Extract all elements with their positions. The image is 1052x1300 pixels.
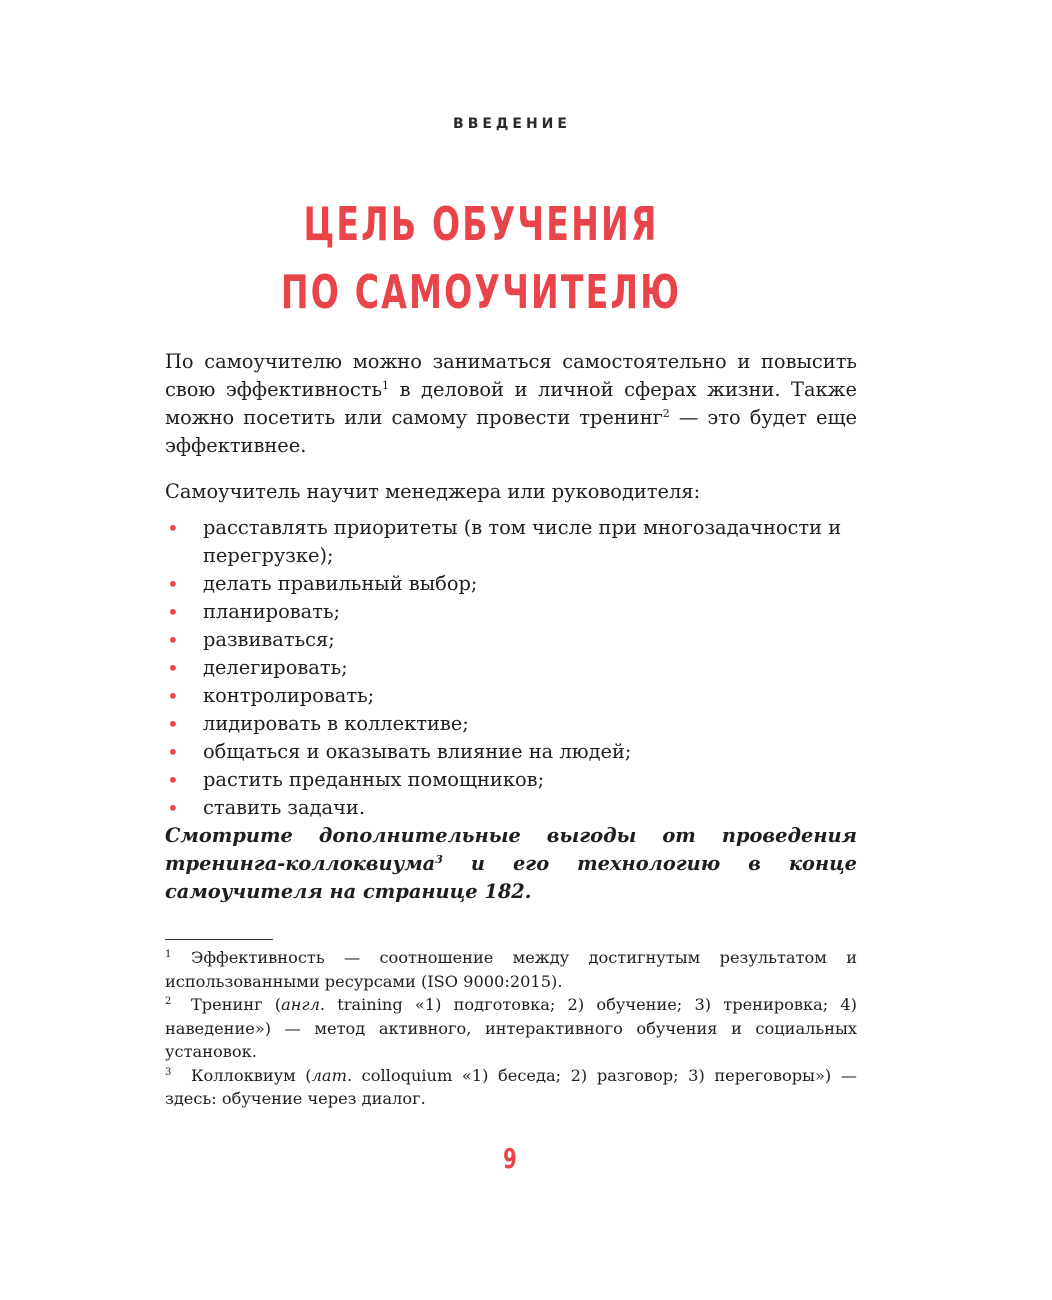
callout-text-a: Смотрите дополнительные выгоды от проведения тренинга-коллоквиума	[165, 824, 857, 875]
bullet-icon: •	[167, 628, 179, 652]
section-label: ВВЕДЕНИЕ	[453, 116, 571, 132]
footnote-ref-2[interactable]: 2	[662, 407, 670, 420]
main-content	[165, 348, 857, 906]
bullet-icon: •	[167, 740, 179, 764]
list-item-text: планировать;	[203, 600, 341, 623]
list-item-text: развиваться;	[203, 628, 335, 651]
list-item	[165, 738, 857, 766]
footnote-text: . training «1) подготовка; 2) обучение; 3) тренировка; 4) наведение») — метод активного, интерактивного обучения и социальных установок.	[165, 995, 857, 1061]
list-lead: Самоучитель научит менеджера или руководителя:	[165, 480, 701, 503]
list-item	[165, 682, 857, 710]
footnotes	[165, 946, 857, 1111]
list-item-text: растить преданных помощников;	[203, 768, 545, 791]
list-item	[165, 570, 857, 598]
list-item-text: ставить задачи.	[203, 796, 365, 819]
list-item-text: расставлять приоритеты (в том числе при многозадачности и перегрузке);	[203, 516, 842, 567]
footnote-3: 3 Коллоквиум (лат. colloquium «1) беседа; 2) разговор; 3) переговоры») — здесь: обучение через диалог.	[165, 1065, 857, 1108]
page-title-line-1: ЦЕЛЬ ОБУЧЕНИЯ	[303, 197, 659, 251]
list-item-text: делегировать;	[203, 656, 348, 679]
footnote-1: 1 Эффективность — соотношение между достигнутым результатом и использованными ресурсами (ISO 9000:2015).	[165, 948, 857, 991]
bullet-icon: •	[167, 600, 179, 624]
intro-text-b: в деловой и личной сферах жизни. Также можно посетить или самому провести тренинг	[165, 378, 857, 429]
list-item-text: делать правильный выбор;	[203, 572, 478, 595]
list-item	[165, 514, 857, 570]
intro-paragraph	[165, 348, 857, 460]
footnote-divider	[165, 939, 273, 940]
page-title-line-2: ПО САМОУЧИТЕЛЮ	[280, 265, 682, 319]
intro-text-c: — это будет еще эффективнее.	[165, 406, 857, 457]
intro-text-a: По самоучителю можно заниматься самостоятельно и повысить свою эффективность	[165, 350, 857, 401]
footnote-2: 2 Тренинг (англ. training «1) подготовка; 2) обучение; 3) тренировка; 4) наведение») — метод активного, интерактивного обучения и социальных установок.	[165, 995, 857, 1061]
list-item	[165, 710, 857, 738]
bullet-icon: •	[167, 516, 179, 540]
page-title	[135, 190, 828, 326]
list-item-text: общаться и оказывать влияние на людей;	[203, 740, 632, 763]
page-number: 9	[503, 1142, 517, 1175]
list-item	[165, 766, 857, 794]
footnote-text: Тренинг (	[191, 995, 282, 1014]
list-item-text: контролировать;	[203, 684, 375, 707]
list-item	[165, 794, 857, 822]
bullet-icon: •	[167, 656, 179, 680]
footnote-language-abbr: англ	[281, 995, 320, 1014]
list-item	[165, 598, 857, 626]
footnote-ref-3[interactable]: 3	[435, 853, 443, 866]
bullet-icon: •	[167, 684, 179, 708]
callout-text-b: и его технологию в конце самоучителя на странице 182.	[165, 852, 857, 903]
skills-list	[165, 514, 857, 822]
list-item	[165, 654, 857, 682]
footnote-ref-1[interactable]: 1	[382, 379, 390, 392]
list-item-text: лидировать в коллективе;	[203, 712, 469, 735]
bullet-icon: •	[167, 796, 179, 820]
footnote-text: Эффективность — соотношение между достигнутым результатом и использованными ресурсами (ISO 9000:2015).	[165, 948, 857, 991]
footnote-text: . colloquium «1) беседа; 2) разговор; 3) переговоры») — здесь: обучение через диалог.	[165, 1065, 857, 1108]
bullet-icon: •	[167, 712, 179, 736]
callout-note	[165, 822, 857, 906]
footnote-text: Коллоквиум (	[191, 1065, 312, 1085]
bullet-icon: •	[167, 572, 179, 596]
footnote-language-abbr: лат	[311, 1065, 347, 1085]
list-item	[165, 626, 857, 654]
bullet-icon: •	[167, 768, 179, 792]
